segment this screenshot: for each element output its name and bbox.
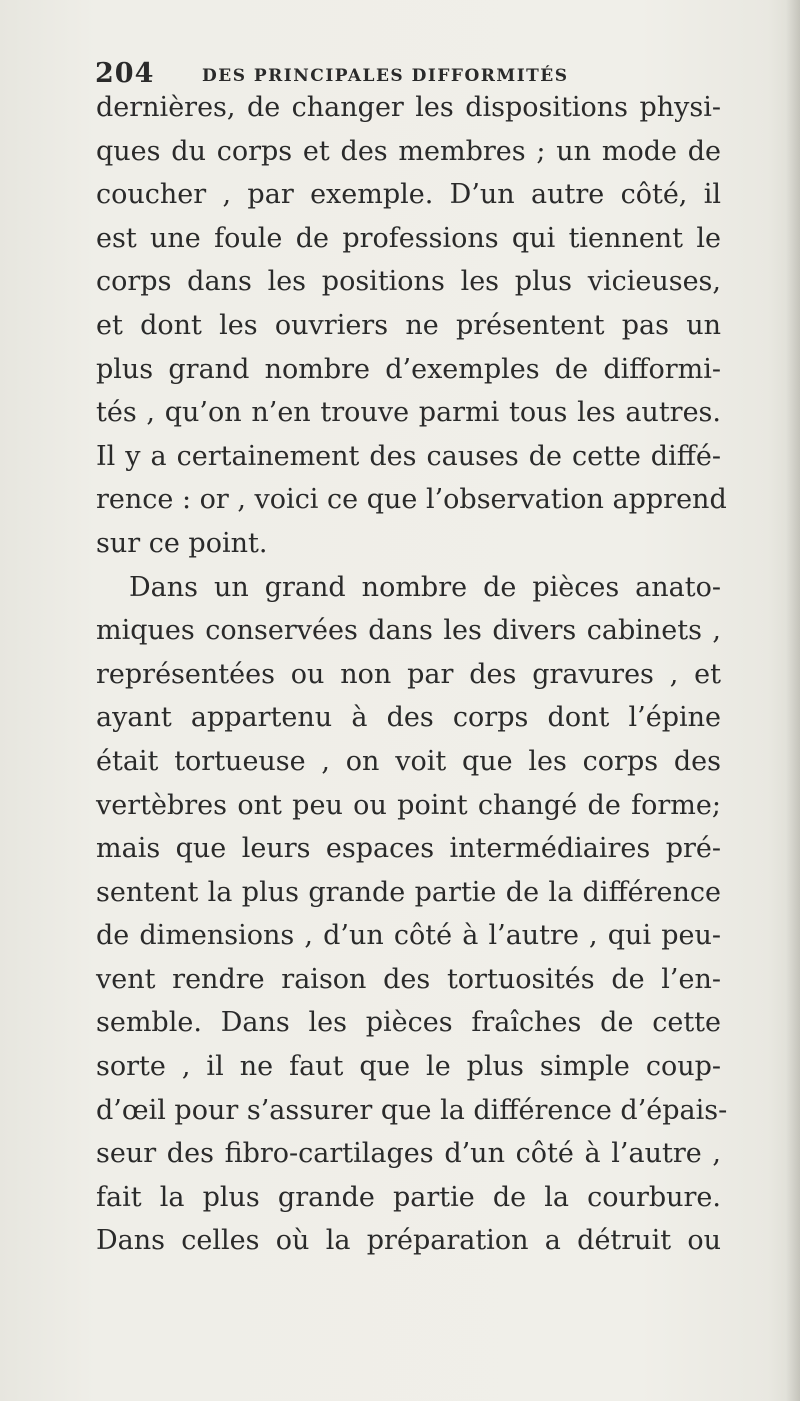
text-line: plus grand nombre d’exemples de difformi- [96,353,721,385]
text-line: ayant appartenu à des corps dont l’épine [96,702,721,734]
text-line: Il y a certainement des causes de cette diffé- [96,440,721,472]
running-title: DES PRINCIPALES DIFFORMITÉS [202,66,569,86]
text-line: sentent la plus grande partie de la différence [96,876,721,908]
body-text [96,86,728,1263]
page-edge-shadow [786,0,800,1401]
text-line: sur ce point. [96,527,268,559]
text-line: mais que leurs espaces intermédiaires pré- [96,833,721,865]
text-line: sorte , il ne faut que le plus simple coup- [96,1051,721,1083]
text-line: tés , qu’on n’en trouve parmi tous les autres. [96,397,721,429]
text-line: Dans celles où la préparation a détruit ou [96,1225,721,1257]
text-line: vertèbres ont peu ou point changé de forme; [96,789,721,821]
text-line: miques conservées dans les divers cabinets , [96,615,721,647]
text-line: vent rendre raison des tortuosités de l’en- [96,963,721,995]
text-line: dernières, de changer les dispositions physi- [96,92,721,123]
text-line: est une foule de professions qui tiennent le [96,222,721,254]
text-line: d’œil pour s’assurer que la différence d’épais- [96,1094,728,1126]
text-line: rence : or , voici ce que l’observation apprend [96,484,727,516]
page-number: 204 [95,58,155,89]
text-line: fait la plus grande partie de la courbure. [96,1181,721,1213]
text-line: ques du corps et des membres ; un mode de [96,135,721,167]
text-line: semble. Dans les pièces fraîches de cette [96,1007,721,1039]
text-line: représentées ou non par des gravures , et [96,658,721,690]
text-line: seur des fibro-cartilages d’un côté à l’autre , [96,1138,721,1170]
text-line: corps dans les positions les plus vicieuses, [96,266,721,298]
text-line: était tortueuse , on voit que les corps des [96,745,721,777]
text-line: et dont les ouvriers ne présentent pas un [96,309,721,341]
text-line: Dans un grand nombre de pièces anato- [129,571,721,603]
text-line: de dimensions , d’un côté à l’autre , qui peu- [96,920,721,952]
text-line: coucher , par exemple. D’un autre côté, il [96,179,721,211]
